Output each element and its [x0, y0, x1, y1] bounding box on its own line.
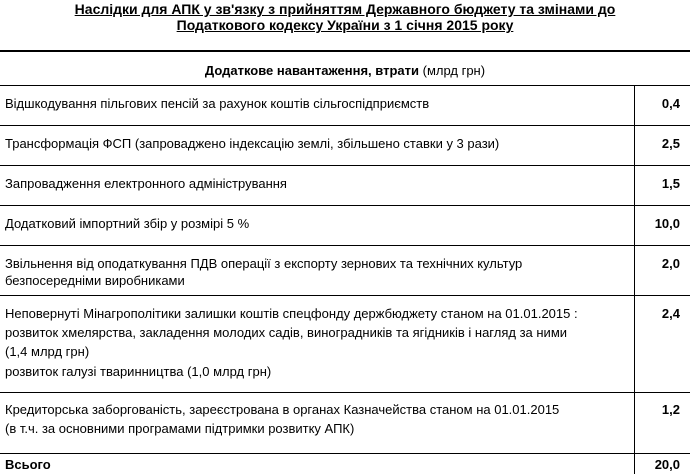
table-row — [0, 245, 690, 295]
row-label: Звільнення від оподаткування ПДВ операції з експорту зернових та технічних культур — [5, 256, 523, 271]
row-label: Неповернуті Мінагрополітики залишки коштів спецфонду держбюджету станом на 01.01.2015 : — [5, 306, 578, 321]
impact-table — [0, 50, 690, 474]
table-header — [0, 50, 690, 85]
document-title-line-2: Податкового кодексу України з 1 січня 2015 року — [176, 17, 514, 33]
row-label: безпосередніми виробниками — [5, 273, 185, 288]
table-row — [0, 125, 690, 165]
row-label: Кредиторська заборгованість, зареєстрована в органах Казначейства станом на 01.01.2015 — [5, 402, 560, 417]
total-label: Всього — [5, 457, 51, 472]
row-value: 2,4 — [661, 306, 680, 321]
row-value: 0,4 — [661, 96, 680, 111]
document-title — [0, 1, 690, 33]
row-value: 2,5 — [661, 136, 680, 151]
row-label: Трансформація ФСП (запроваджено індексацію землі, збільшено ставки у 3 рази) — [5, 136, 500, 151]
row-value: 10,0 — [654, 216, 680, 231]
row-value: 1,5 — [661, 176, 680, 191]
row-label: (в т.ч. за основними програмами підтримки розвитку АПК) — [5, 421, 355, 436]
row-label: розвиток галузі тваринництва (1,0 млрд грн) — [5, 364, 272, 379]
row-value: 2,0 — [661, 256, 680, 271]
table-total-row — [0, 453, 690, 474]
row-label: Відшкодування пільгових пенсій за рахунок коштів сільгоспідприємств — [5, 96, 430, 111]
row-value: 1,2 — [661, 402, 680, 417]
table-row — [0, 392, 690, 453]
table-row — [0, 205, 690, 245]
table-row — [0, 85, 690, 125]
table-header-title: Додаткове навантаження, втрати — [204, 63, 419, 78]
table-header-unit: (млрд грн) — [422, 63, 486, 78]
column-divider — [634, 85, 635, 474]
table-row — [0, 165, 690, 205]
total-value: 20,0 — [654, 457, 680, 472]
document-title-line-1: Наслідки для АПК у зв'язку з прийняттям Державного бюджету та змінами до — [74, 1, 616, 17]
row-label: Додатковий імпортний збір у розмірі 5 % — [5, 216, 250, 231]
row-label: (1,4 млрд грн) — [5, 344, 90, 359]
row-label: розвиток хмелярства, закладення молодих садів, виноградників та ягідників і нагляд за ними — [5, 325, 568, 340]
table-row — [0, 295, 690, 392]
row-label: Запровадження електронного адміністрування — [5, 176, 287, 191]
